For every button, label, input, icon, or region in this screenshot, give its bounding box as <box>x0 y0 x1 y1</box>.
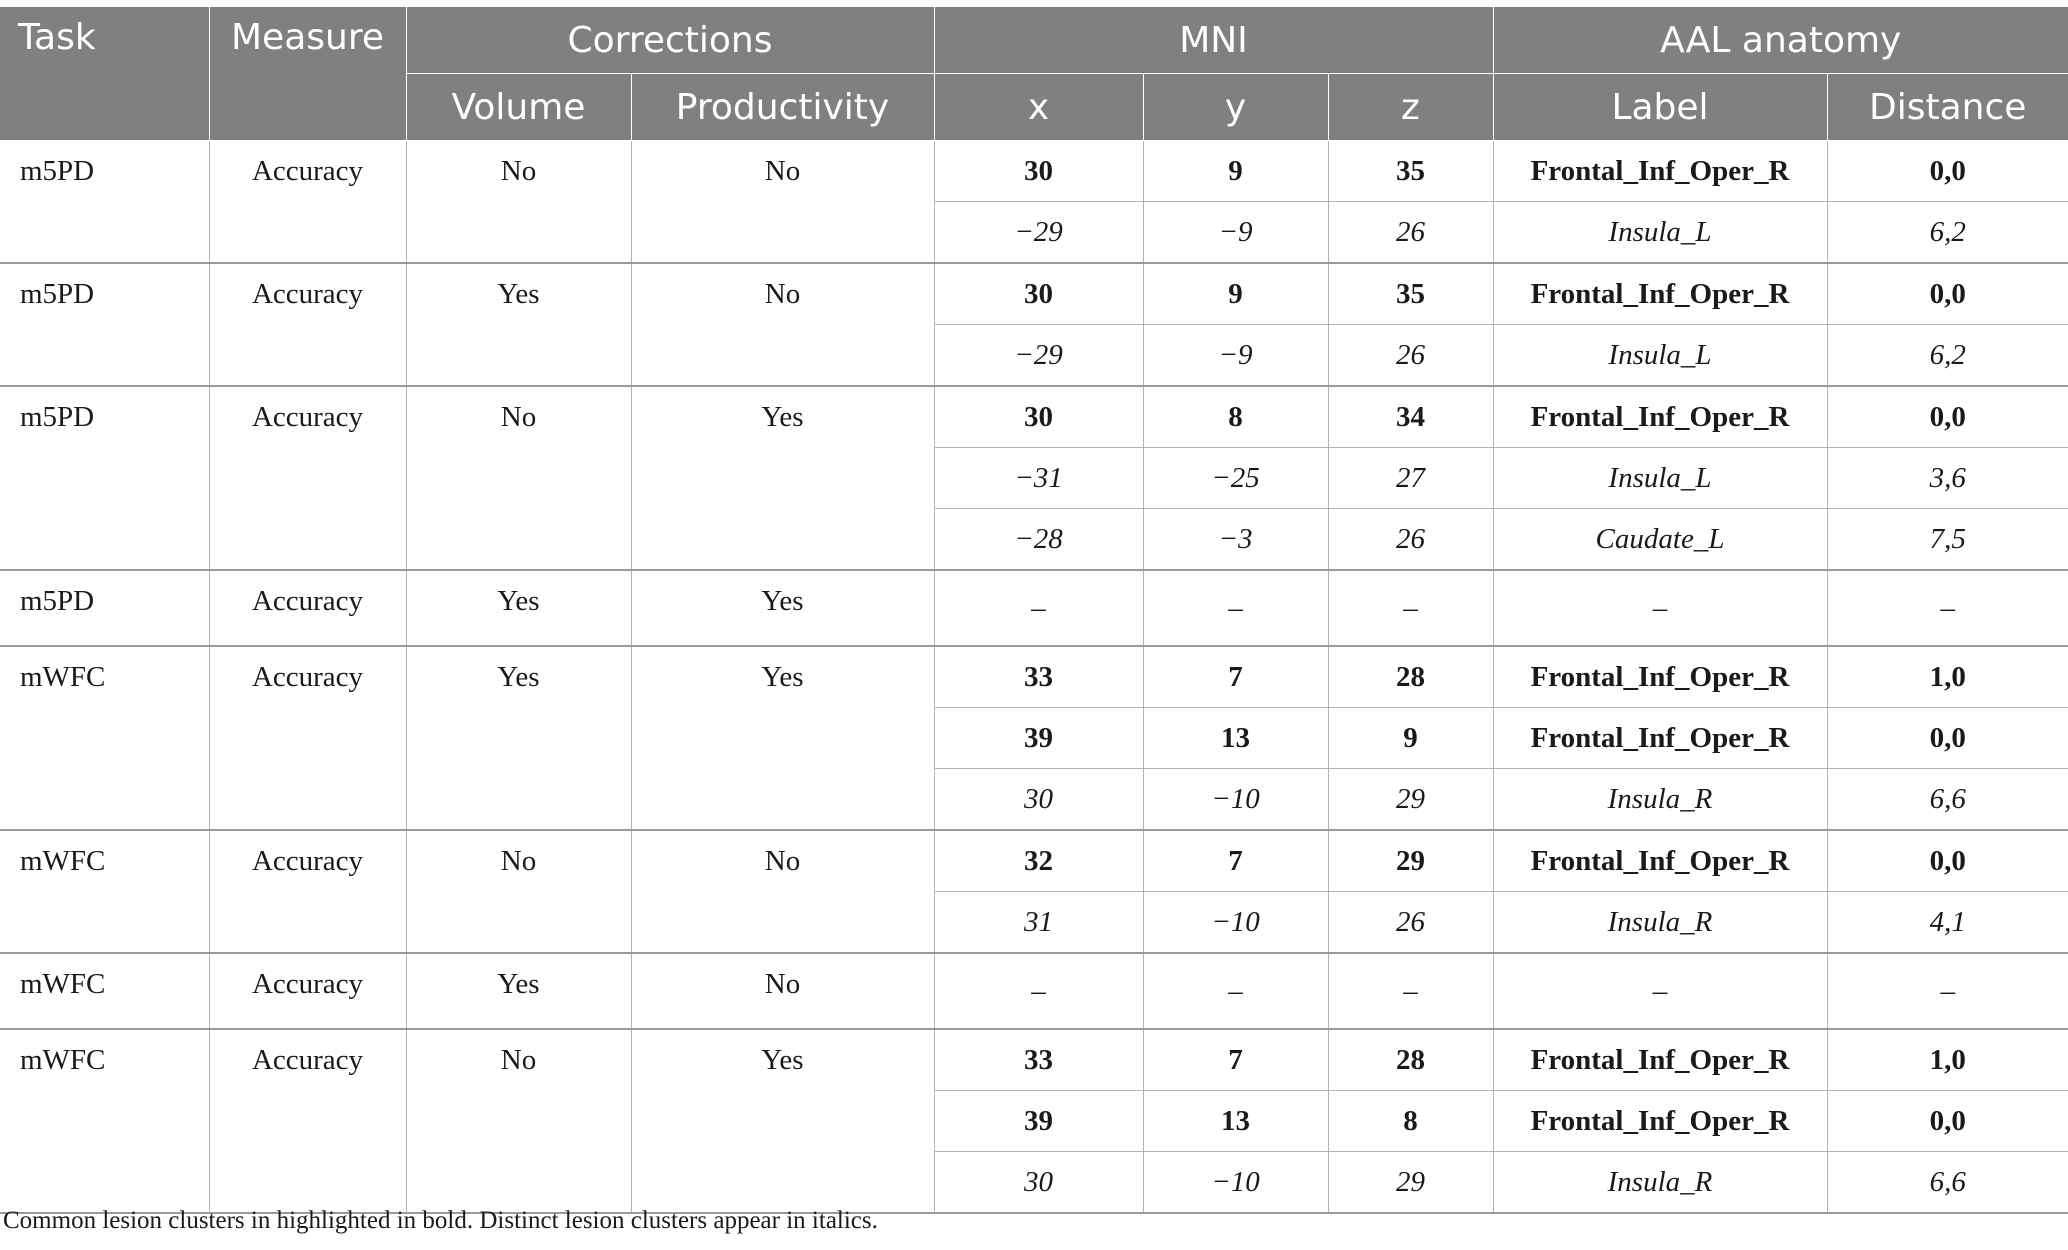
cell-y: 13 <box>1143 1091 1328 1152</box>
cell-x: 30 <box>934 386 1143 448</box>
cell-distance: – <box>1827 570 2068 646</box>
cell-y: −9 <box>1143 325 1328 387</box>
cell-task: mWFC <box>0 646 209 830</box>
cell-label: Insula_L <box>1493 202 1827 264</box>
cell-label: Insula_L <box>1493 325 1827 387</box>
cell-z: 28 <box>1328 1029 1493 1091</box>
cell-y: 7 <box>1143 830 1328 892</box>
cell-distance: 1,0 <box>1827 1029 2068 1091</box>
cell-volume: Yes <box>406 570 631 646</box>
cell-task: mWFC <box>0 1029 209 1213</box>
cell-measure: Accuracy <box>209 830 406 953</box>
cell-x: 30 <box>934 141 1143 202</box>
cell-x: −29 <box>934 202 1143 264</box>
cell-x: 30 <box>934 769 1143 831</box>
header-distance: Distance <box>1827 74 2068 141</box>
cell-distance: 3,6 <box>1827 448 2068 509</box>
cell-task: m5PD <box>0 141 209 264</box>
cell-volume: Yes <box>406 263 631 386</box>
cell-measure: Accuracy <box>209 141 406 264</box>
cell-x: −31 <box>934 448 1143 509</box>
header-label: Label <box>1493 74 1827 141</box>
header-volume: Volume <box>406 74 631 141</box>
cell-distance: 4,1 <box>1827 892 2068 954</box>
header-mni: MNI <box>934 7 1493 74</box>
cell-distance: 1,0 <box>1827 646 2068 708</box>
cell-distance: 7,5 <box>1827 509 2068 571</box>
cell-z: 8 <box>1328 1091 1493 1152</box>
cell-label: Frontal_Inf_Oper_R <box>1493 263 1827 325</box>
cell-z: 29 <box>1328 1152 1493 1214</box>
header-corrections: Corrections <box>406 7 934 74</box>
cell-y: −10 <box>1143 769 1328 831</box>
cell-label: Frontal_Inf_Oper_R <box>1493 830 1827 892</box>
header-aal-anatomy: AAL anatomy <box>1493 7 2068 74</box>
table-footnote: Common lesion clusters in highlighted in bold. Distinct lesion clusters appear in italics. <box>3 1207 878 1234</box>
cell-x: 32 <box>934 830 1143 892</box>
cell-task: m5PD <box>0 386 209 570</box>
cell-productivity: No <box>631 141 934 264</box>
table-row <box>0 953 2068 1029</box>
cell-y: −25 <box>1143 448 1328 509</box>
cell-y: −10 <box>1143 1152 1328 1214</box>
cell-distance: 0,0 <box>1827 1091 2068 1152</box>
cell-distance: 6,6 <box>1827 1152 2068 1214</box>
table-header <box>0 7 2068 141</box>
cell-y: 7 <box>1143 646 1328 708</box>
cell-y: 8 <box>1143 386 1328 448</box>
table-body <box>0 141 2068 1214</box>
cell-y: −10 <box>1143 892 1328 954</box>
cell-distance: 0,0 <box>1827 141 2068 202</box>
cell-y: −9 <box>1143 202 1328 264</box>
cell-volume: No <box>406 1029 631 1213</box>
header-x: x <box>934 74 1143 141</box>
cell-measure: Accuracy <box>209 646 406 830</box>
cell-x: 30 <box>934 1152 1143 1214</box>
cell-y: 9 <box>1143 141 1328 202</box>
cell-productivity: Yes <box>631 646 934 830</box>
cell-distance: 0,0 <box>1827 386 2068 448</box>
cell-label: – <box>1493 570 1827 646</box>
cell-z: 26 <box>1328 325 1493 387</box>
cell-task: mWFC <box>0 953 209 1029</box>
cell-z: 29 <box>1328 769 1493 831</box>
cell-volume: Yes <box>406 646 631 830</box>
table-row <box>0 141 2068 202</box>
cell-z: 9 <box>1328 708 1493 769</box>
cell-productivity: Yes <box>631 386 934 570</box>
header-measure: Measure <box>209 7 406 141</box>
cell-x: −29 <box>934 325 1143 387</box>
cell-z: 26 <box>1328 509 1493 571</box>
cell-y: −3 <box>1143 509 1328 571</box>
cell-distance: 6,6 <box>1827 769 2068 831</box>
cell-z: 27 <box>1328 448 1493 509</box>
cell-label: Frontal_Inf_Oper_R <box>1493 708 1827 769</box>
header-productivity: Productivity <box>631 74 934 141</box>
cell-productivity: Yes <box>631 1029 934 1213</box>
cell-task: m5PD <box>0 570 209 646</box>
cell-label: Frontal_Inf_Oper_R <box>1493 1091 1827 1152</box>
cell-label: Insula_L <box>1493 448 1827 509</box>
cell-distance: 0,0 <box>1827 263 2068 325</box>
cell-distance: 6,2 <box>1827 325 2068 387</box>
cell-label: Frontal_Inf_Oper_R <box>1493 141 1827 202</box>
cell-z: 29 <box>1328 830 1493 892</box>
cell-productivity: No <box>631 830 934 953</box>
cell-volume: No <box>406 830 631 953</box>
cell-z: – <box>1328 953 1493 1029</box>
cell-x: – <box>934 570 1143 646</box>
results-table-container <box>0 7 2068 1214</box>
cell-label: Frontal_Inf_Oper_R <box>1493 386 1827 448</box>
header-z: z <box>1328 74 1493 141</box>
cell-productivity: No <box>631 263 934 386</box>
table-row <box>0 1029 2068 1091</box>
cell-z: 34 <box>1328 386 1493 448</box>
cell-x: 33 <box>934 1029 1143 1091</box>
table-row <box>0 263 2068 325</box>
cell-distance: 6,2 <box>1827 202 2068 264</box>
cell-measure: Accuracy <box>209 953 406 1029</box>
header-task: Task <box>0 7 209 141</box>
cell-volume: No <box>406 386 631 570</box>
cell-z: – <box>1328 570 1493 646</box>
cell-x: – <box>934 953 1143 1029</box>
cell-measure: Accuracy <box>209 1029 406 1213</box>
cell-volume: No <box>406 141 631 264</box>
table-row <box>0 570 2068 646</box>
cell-productivity: No <box>631 953 934 1029</box>
table-row <box>0 386 2068 448</box>
cell-productivity: Yes <box>631 570 934 646</box>
header-y: y <box>1143 74 1328 141</box>
cell-label: Insula_R <box>1493 1152 1827 1214</box>
cell-z: 26 <box>1328 892 1493 954</box>
cell-distance: 0,0 <box>1827 708 2068 769</box>
cell-x: 30 <box>934 263 1143 325</box>
cell-x: 31 <box>934 892 1143 954</box>
cell-label: Caudate_L <box>1493 509 1827 571</box>
cell-x: 39 <box>934 708 1143 769</box>
cell-x: 39 <box>934 1091 1143 1152</box>
cell-y: – <box>1143 570 1328 646</box>
cell-y: 9 <box>1143 263 1328 325</box>
cell-y: 13 <box>1143 708 1328 769</box>
cell-distance: – <box>1827 953 2068 1029</box>
lesion-cluster-table <box>0 7 2068 1214</box>
cell-z: 28 <box>1328 646 1493 708</box>
cell-label: Frontal_Inf_Oper_R <box>1493 1029 1827 1091</box>
cell-z: 35 <box>1328 263 1493 325</box>
cell-y: 7 <box>1143 1029 1328 1091</box>
cell-distance: 0,0 <box>1827 830 2068 892</box>
cell-volume: Yes <box>406 953 631 1029</box>
table-row <box>0 830 2068 892</box>
cell-label: Insula_R <box>1493 892 1827 954</box>
cell-z: 26 <box>1328 202 1493 264</box>
cell-task: mWFC <box>0 830 209 953</box>
cell-measure: Accuracy <box>209 263 406 386</box>
cell-measure: Accuracy <box>209 570 406 646</box>
cell-z: 35 <box>1328 141 1493 202</box>
cell-x: −28 <box>934 509 1143 571</box>
cell-label: Insula_R <box>1493 769 1827 831</box>
cell-label: Frontal_Inf_Oper_R <box>1493 646 1827 708</box>
table-row <box>0 646 2068 708</box>
cell-label: – <box>1493 953 1827 1029</box>
cell-measure: Accuracy <box>209 386 406 570</box>
cell-task: m5PD <box>0 263 209 386</box>
cell-y: – <box>1143 953 1328 1029</box>
header-row-top <box>0 7 2068 74</box>
cell-x: 33 <box>934 646 1143 708</box>
